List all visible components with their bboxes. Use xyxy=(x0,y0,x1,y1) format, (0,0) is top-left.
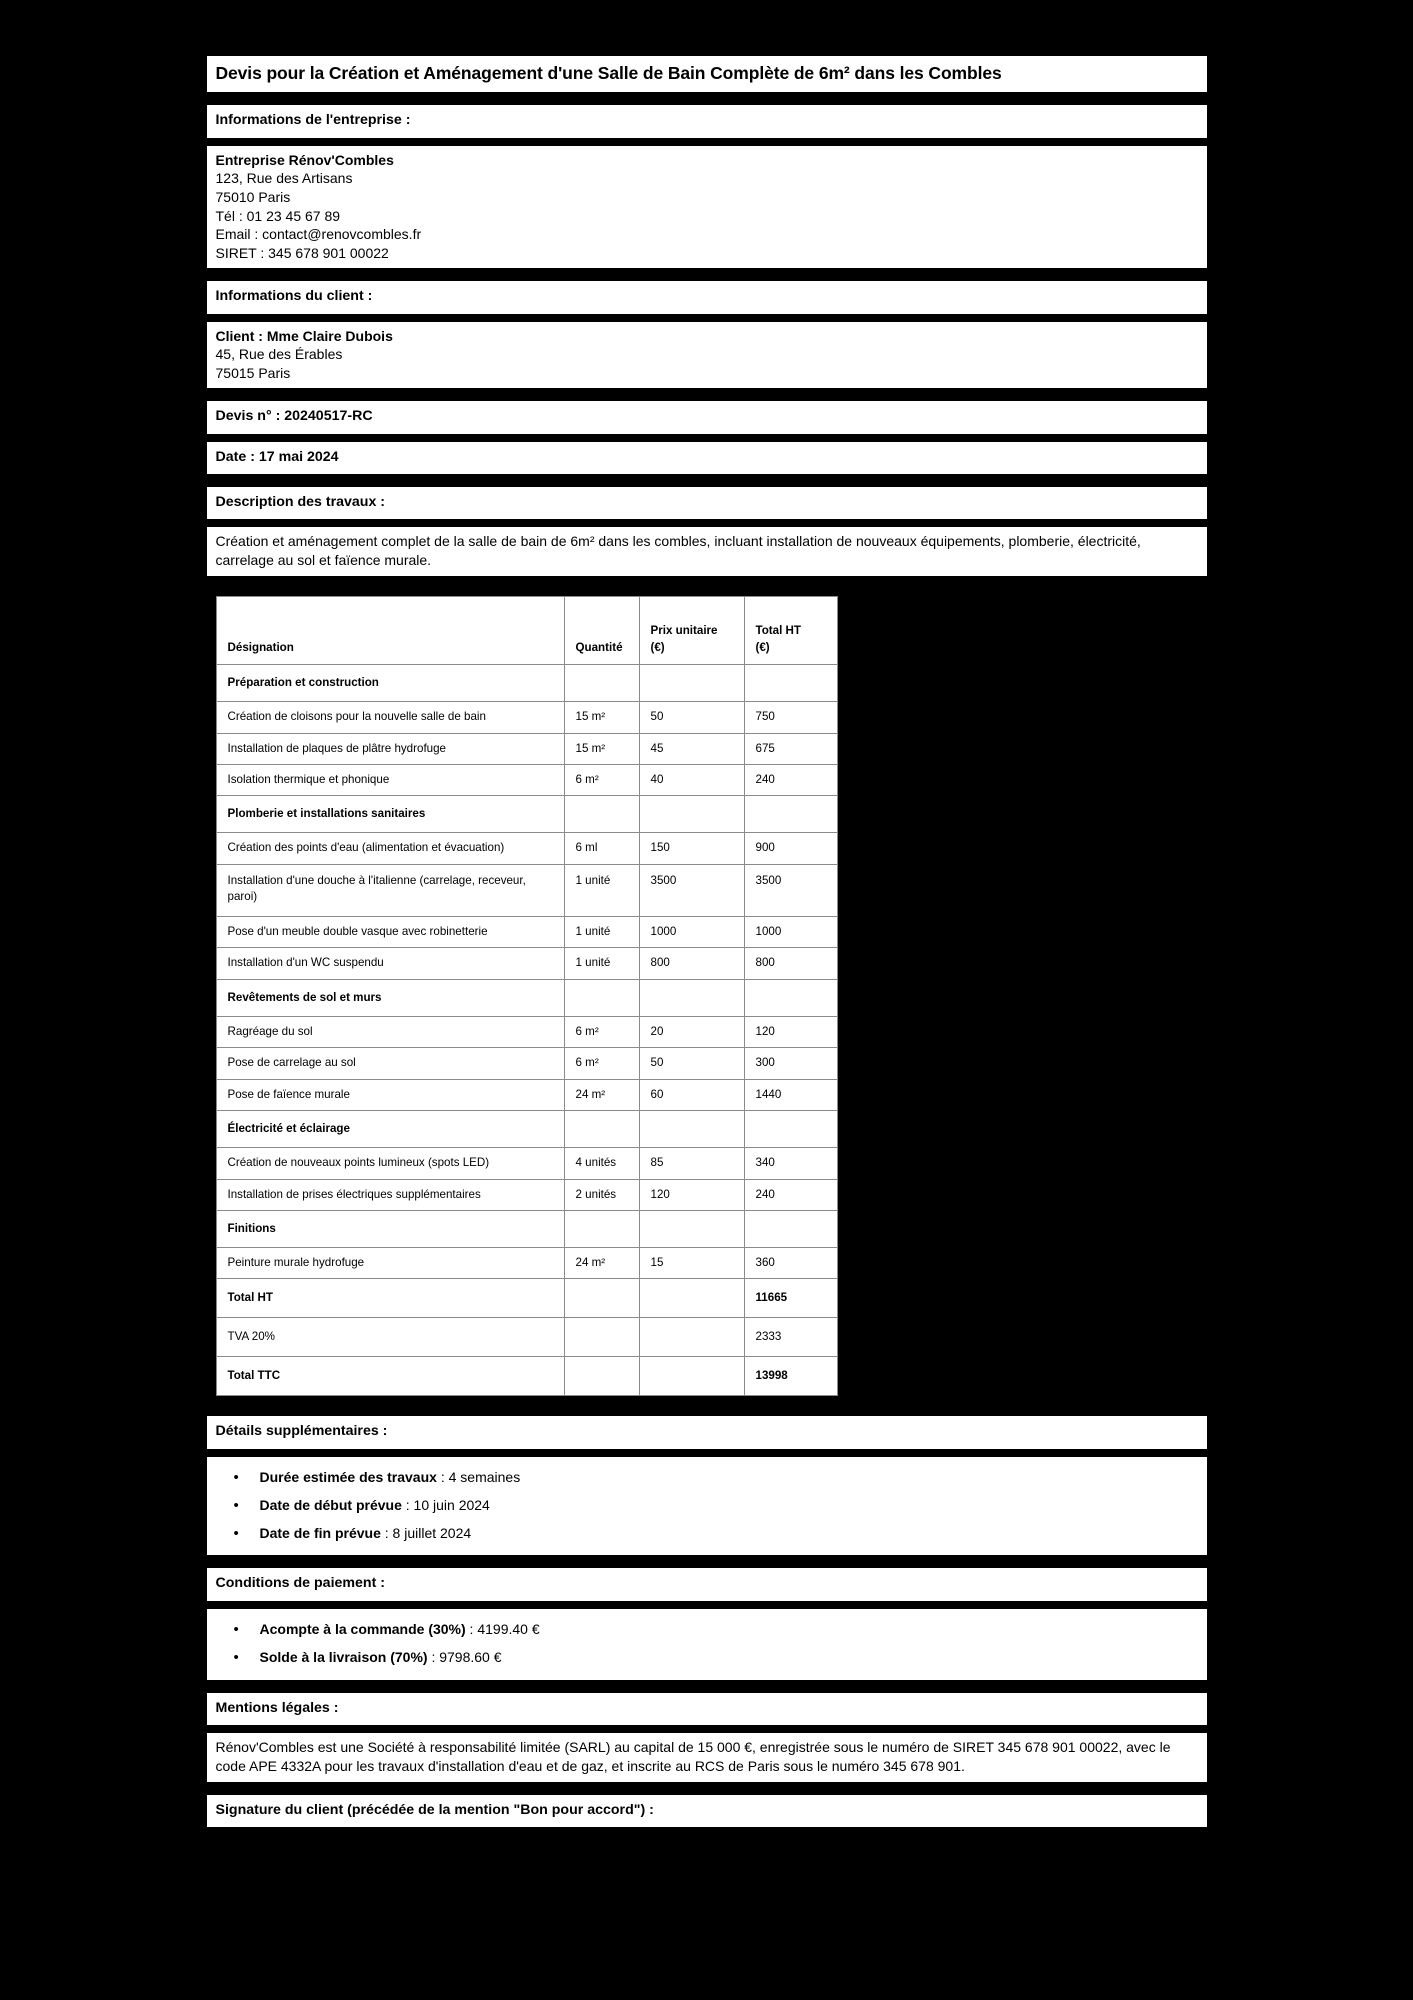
spacer xyxy=(207,1827,1207,1837)
cell-unit-price: 15 xyxy=(639,1248,744,1279)
works-description-block xyxy=(207,527,1207,576)
spacer xyxy=(207,576,1207,596)
extra-details-item-value: : 8 juillet 2024 xyxy=(380,1524,472,1541)
spacer xyxy=(207,1680,1207,1693)
spacer xyxy=(207,474,1207,487)
company-name: Entreprise Rénov'Combles xyxy=(215,151,394,168)
company-address: 123, Rue des Artisans xyxy=(215,170,353,187)
cell-quantity: 4 unités xyxy=(564,1148,639,1179)
payment-term-item-label: Solde à la livraison (70%) xyxy=(259,1648,428,1665)
table-total-row xyxy=(216,1357,837,1396)
spacer xyxy=(207,1449,1207,1457)
table-row xyxy=(216,1248,837,1279)
cell-quantity: 6 ml xyxy=(564,833,639,864)
cell-quantity xyxy=(564,979,639,1016)
table-row xyxy=(216,1048,837,1079)
cell-quantity xyxy=(564,1111,639,1148)
payment-term-item-label: Acompte à la commande (30%) xyxy=(259,1620,466,1637)
spacer xyxy=(207,268,1207,281)
company-heading-band xyxy=(207,105,1207,137)
cell-quantity: 1 unité xyxy=(564,864,639,916)
extra-details-item-label: Durée estimée des travaux xyxy=(259,1468,437,1485)
spacer xyxy=(207,434,1207,442)
cell-unit-price: 20 xyxy=(639,1016,744,1047)
cell-designation: Création de nouveaux points lumineux (spots LED) xyxy=(216,1148,564,1179)
extra-details-item xyxy=(260,1464,1198,1492)
column-header-total-label: Total HT xyxy=(755,624,802,638)
cell-quantity: 6 m² xyxy=(564,1016,639,1047)
cell-total xyxy=(744,1111,837,1148)
legal-text: Rénov'Combles est une Société à responsabilité limitée (SARL) au capital de 15 000 €, enregistrée sous le numéro de SIRET 345 678 901 00022, avec le code APE 4332A pour les travaux d'installation d'eau et de gaz, et inscrite au RCS de Paris sous le numéro 345 678 901. xyxy=(215,1738,1171,1774)
table-row xyxy=(216,1016,837,1047)
cell-unit-price xyxy=(639,1279,744,1318)
client-heading-band xyxy=(207,281,1207,313)
column-header-total-currency: (€) xyxy=(755,640,770,654)
table-group-row xyxy=(216,979,837,1016)
company-email: Email : contact@renovcombles.fr xyxy=(215,226,422,243)
company-details xyxy=(216,151,1198,263)
table-row xyxy=(216,733,837,764)
page-title: Devis pour la Création et Aménagement d'une Salle de Bain Complète de 6m² dans les Combles xyxy=(215,63,1002,83)
column-header-unit-price xyxy=(639,597,744,665)
table-row xyxy=(216,702,837,733)
cell-total xyxy=(744,796,837,833)
cell-designation: Installation de plaques de plâtre hydrofuge xyxy=(216,733,564,764)
cell-designation: Installation d'un WC suspendu xyxy=(216,948,564,979)
cell-total: 1000 xyxy=(744,916,837,947)
company-siret: SIRET : 345 678 901 00022 xyxy=(215,244,389,261)
cell-total: 240 xyxy=(744,1179,837,1210)
table-row xyxy=(216,833,837,864)
legal-heading: Mentions légales : xyxy=(215,1699,339,1716)
client-info-block xyxy=(207,322,1207,389)
cell-quantity xyxy=(564,1357,639,1396)
table-total-row xyxy=(216,1318,837,1357)
table-group-row xyxy=(216,1211,837,1248)
column-header-unit-price-label: Prix unitaire xyxy=(650,624,718,638)
extra-details-item xyxy=(260,1492,1198,1520)
cell-unit-price xyxy=(639,665,744,702)
cell-unit-price: 1000 xyxy=(639,916,744,947)
cell-quantity: 24 m² xyxy=(564,1248,639,1279)
table-row xyxy=(216,765,837,796)
company-info-block xyxy=(207,146,1207,269)
table-row xyxy=(216,864,837,916)
spacer xyxy=(207,1725,1207,1733)
quote-date-band xyxy=(207,442,1207,474)
cell-total xyxy=(744,979,837,1016)
cell-quantity: 1 unité xyxy=(564,948,639,979)
cell-quantity: 6 m² xyxy=(564,765,639,796)
spacer xyxy=(207,138,1207,146)
cell-unit-price: 150 xyxy=(639,833,744,864)
cell-unit-price xyxy=(639,1211,744,1248)
works-description-heading-band xyxy=(207,487,1207,519)
payment-terms-heading-band xyxy=(207,1568,1207,1600)
column-header-quantity-label: Quantité xyxy=(575,640,623,654)
cell-designation: Plomberie et installations sanitaires xyxy=(216,796,564,833)
table-row xyxy=(216,916,837,947)
document-title-band xyxy=(207,56,1207,92)
quote-number-band xyxy=(207,401,1207,433)
cell-total: 300 xyxy=(744,1048,837,1079)
cell-total: 240 xyxy=(744,765,837,796)
cell-total: 3500 xyxy=(744,864,837,916)
payment-term-item-value: : 4199.40 € xyxy=(465,1620,540,1637)
extra-details-heading-band xyxy=(207,1416,1207,1448)
cell-unit-price: 3500 xyxy=(639,864,744,916)
works-description-text: Création et aménagement complet de la salle de bain de 6m² dans les combles, incluant installation de nouveaux équipements, plomberie, électricité, carrelage au sol et faïence murale. xyxy=(215,533,1141,569)
column-header-unit-price-currency: (€) xyxy=(650,640,665,654)
table-row xyxy=(216,1079,837,1110)
cell-total: 675 xyxy=(744,733,837,764)
cell-unit-price: 120 xyxy=(639,1179,744,1210)
cell-unit-price xyxy=(639,1318,744,1357)
company-phone: Tél : 01 23 45 67 89 xyxy=(215,207,341,224)
cell-designation: Préparation et construction xyxy=(216,665,564,702)
table-group-row xyxy=(216,1111,837,1148)
extra-details-item-value: : 10 juin 2024 xyxy=(401,1496,490,1513)
extra-details-item-label: Date de fin prévue xyxy=(259,1524,381,1541)
cell-designation: Pose d'un meuble double vasque avec robinetterie xyxy=(216,916,564,947)
cell-total xyxy=(744,1211,837,1248)
cell-designation: Installation de prises électriques supplémentaires xyxy=(216,1179,564,1210)
table-total-row xyxy=(216,1279,837,1318)
quote-number: Devis n° : 20240517-RC xyxy=(215,408,373,425)
cell-unit-price: 50 xyxy=(639,1048,744,1079)
legal-heading-band xyxy=(207,1693,1207,1725)
payment-terms-list xyxy=(216,1614,1198,1674)
spacer xyxy=(207,1782,1207,1795)
client-details xyxy=(216,327,1198,383)
spacer xyxy=(207,1396,1207,1416)
document-content xyxy=(207,0,1207,1837)
cell-designation: Total TTC xyxy=(216,1357,564,1396)
cell-quantity: 24 m² xyxy=(564,1079,639,1110)
spacer xyxy=(207,1555,1207,1568)
table-group-row xyxy=(216,796,837,833)
extra-details-item-value: : 4 semaines xyxy=(436,1468,521,1485)
cell-quantity xyxy=(564,1279,639,1318)
cell-unit-price xyxy=(639,1357,744,1396)
table-header-row xyxy=(216,597,837,665)
cell-designation: Isolation thermique et phonique xyxy=(216,765,564,796)
cell-quantity xyxy=(564,1318,639,1357)
cell-quantity: 1 unité xyxy=(564,916,639,947)
column-header-designation-label: Désignation xyxy=(227,640,294,654)
pricing-table xyxy=(216,596,838,1396)
cell-unit-price xyxy=(639,979,744,1016)
cell-total xyxy=(744,665,837,702)
client-address: 45, Rue des Érables xyxy=(215,346,343,363)
cell-total: 340 xyxy=(744,1148,837,1179)
column-header-quantity xyxy=(564,597,639,665)
cell-quantity: 6 m² xyxy=(564,1048,639,1079)
cell-quantity: 2 unités xyxy=(564,1179,639,1210)
legal-block xyxy=(207,1733,1207,1782)
cell-designation: TVA 20% xyxy=(216,1318,564,1357)
cell-total: 2333 xyxy=(744,1318,837,1357)
spacer xyxy=(207,92,1207,105)
cell-designation: Pose de carrelage au sol xyxy=(216,1048,564,1079)
cell-quantity xyxy=(564,796,639,833)
cell-total: 120 xyxy=(744,1016,837,1047)
cell-unit-price: 85 xyxy=(639,1148,744,1179)
cell-designation: Installation d'une douche à l'italienne (carrelage, receveur, paroi) xyxy=(216,864,564,916)
cell-quantity xyxy=(564,665,639,702)
extra-details-heading: Détails supplémentaires : xyxy=(215,1423,388,1440)
cell-unit-price: 60 xyxy=(639,1079,744,1110)
cell-designation: Électricité et éclairage xyxy=(216,1111,564,1148)
payment-term-item xyxy=(260,1616,1198,1644)
cell-designation: Finitions xyxy=(216,1211,564,1248)
cell-quantity xyxy=(564,1211,639,1248)
signature-heading: Signature du client (précédée de la mention "Bon pour accord") : xyxy=(215,1801,654,1818)
cell-unit-price: 40 xyxy=(639,765,744,796)
company-city: 75010 Paris xyxy=(215,188,291,205)
quote-date: Date : 17 mai 2024 xyxy=(215,448,339,465)
extra-details-block xyxy=(207,1457,1207,1556)
payment-term-item-value: : 9798.60 € xyxy=(427,1648,502,1665)
cell-total: 11665 xyxy=(744,1279,837,1318)
cell-designation: Création des points d'eau (alimentation et évacuation) xyxy=(216,833,564,864)
column-header-designation xyxy=(216,597,564,665)
cell-unit-price: 50 xyxy=(639,702,744,733)
payment-term-item xyxy=(260,1644,1198,1672)
signature-heading-band xyxy=(207,1795,1207,1827)
company-heading: Informations de l'entreprise : xyxy=(215,112,411,129)
client-city: 75015 Paris xyxy=(215,364,291,381)
payment-terms-heading: Conditions de paiement : xyxy=(215,1575,385,1592)
spacer xyxy=(207,388,1207,401)
client-name: Client : Mme Claire Dubois xyxy=(215,327,393,344)
table-row xyxy=(216,1148,837,1179)
table-row xyxy=(216,948,837,979)
cell-total: 360 xyxy=(744,1248,837,1279)
cell-total: 800 xyxy=(744,948,837,979)
column-header-total xyxy=(744,597,837,665)
table-group-row xyxy=(216,665,837,702)
cell-unit-price xyxy=(639,1111,744,1148)
cell-unit-price xyxy=(639,796,744,833)
cell-designation: Total HT xyxy=(216,1279,564,1318)
extra-details-list xyxy=(216,1462,1198,1550)
cell-unit-price: 800 xyxy=(639,948,744,979)
cell-designation: Création de cloisons pour la nouvelle salle de bain xyxy=(216,702,564,733)
spacer xyxy=(207,314,1207,322)
cell-total: 750 xyxy=(744,702,837,733)
cell-unit-price: 45 xyxy=(639,733,744,764)
pricing-table-wrapper xyxy=(207,596,1207,1396)
spacer xyxy=(207,519,1207,527)
table-row xyxy=(216,1179,837,1210)
cell-total: 900 xyxy=(744,833,837,864)
works-description-heading: Description des travaux : xyxy=(215,494,386,511)
cell-designation: Pose de faïence murale xyxy=(216,1079,564,1110)
pricing-table-body xyxy=(216,665,837,1396)
cell-designation: Peinture murale hydrofuge xyxy=(216,1248,564,1279)
extra-details-item-label: Date de début prévue xyxy=(259,1496,402,1513)
extra-details-item xyxy=(260,1520,1198,1548)
cell-quantity: 15 m² xyxy=(564,733,639,764)
cell-total: 1440 xyxy=(744,1079,837,1110)
cell-quantity: 15 m² xyxy=(564,702,639,733)
cell-designation: Revêtements de sol et murs xyxy=(216,979,564,1016)
payment-terms-block xyxy=(207,1609,1207,1680)
spacer xyxy=(207,1601,1207,1609)
cell-total: 13998 xyxy=(744,1357,837,1396)
cell-designation: Ragréage du sol xyxy=(216,1016,564,1047)
client-heading: Informations du client : xyxy=(215,288,373,305)
pricing-table-head xyxy=(216,597,837,665)
